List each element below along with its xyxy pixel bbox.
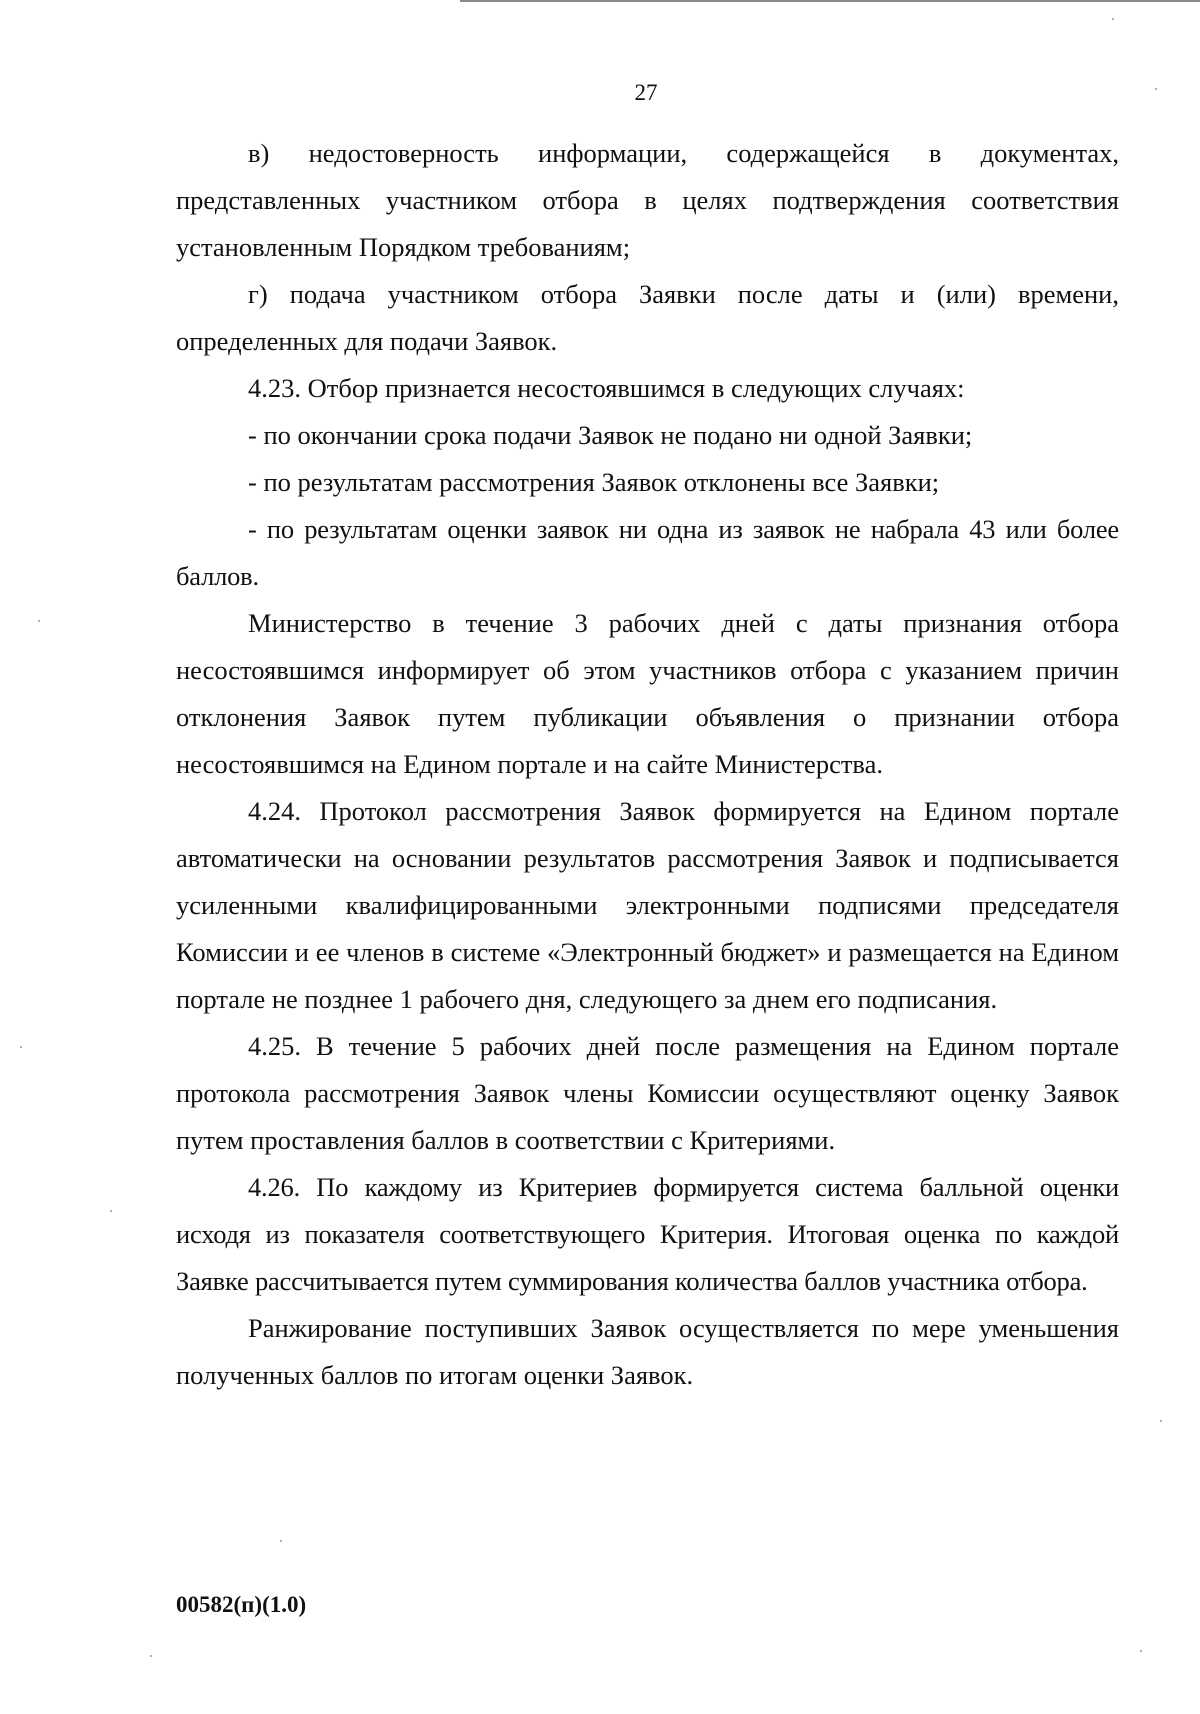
scan-speck [150,1655,152,1657]
paragraph-4-25: 4.25. В течение 5 рабочих дней после размещения на Едином портале протокола рассмотрения Заявок члены Комиссии осуществляют оценку Заявок путем проставления баллов в соответствии с Критериями. [176,1031,1119,1155]
scan-speck [280,1540,282,1542]
scan-speck [1140,1650,1142,1652]
scan-speck [1155,88,1157,90]
paragraph-4-23: 4.23. Отбор признается несостоявшимся в следующих случаях: [248,373,965,403]
scan-speck [110,1210,112,1212]
paragraph-item-g: г) подача участником отбора Заявки после даты и (или) времени, определенных для подачи Заявок. [176,279,1119,356]
paragraph-4-24: 4.24. Протокол рассмотрения Заявок формируется на Едином портале автоматически на основании результатов рассмотрения Заявок и подписывается усиленными квалифицированными электронными подписями председателя Комиссии и ее членов в системе «Электронный бюджет» и размещается на Едином портале не позднее 1 рабочего дня, следующего за днем его подписания. [176,796,1119,1014]
list-item-no-applications: - по окончании срока подачи Заявок не подано ни одной Заявки; [248,420,973,450]
scan-speck [1112,18,1114,20]
scan-speck [1160,1420,1162,1422]
document-code: 00582(п)(1.0) [176,1592,307,1617]
list-item-insufficient-score: - по результатам оценки заявок ни одна из заявок не набрала 43 или более баллов. [176,514,1119,591]
paragraph-ranking: Ранжирование поступивших Заявок осуществляется по мере уменьшения полученных баллов по итогам оценки Заявок. [176,1313,1119,1390]
scan-speck [20,1046,22,1048]
scan-speck [38,620,40,622]
paragraph-item-v: в) недостоверность информации, содержащейся в документах, представленных участником отбора в целях подтверждения соответствия установленным Порядком требованиям; [176,138,1119,262]
document-body [176,130,1119,1399]
page-number: 27 [634,80,658,105]
paragraph-4-26: 4.26. По каждому из Критериев формируется система балльной оценки исходя из показателя соответствующего Критерия. Итоговая оценка по каждой Заявке рассчитывается путем суммирования количества баллов участника отбора. [176,1172,1119,1296]
paragraph-ministry-notice: Министерство в течение 3 рабочих дней с даты признания отбора несостоявшимся информирует об этом участников отбора с указанием причин отклонения Заявок путем публикации объявления о признании отбора несостоявшимся на Едином портале и на сайте Министерства. [176,608,1119,779]
list-item-all-rejected: - по результатам рассмотрения Заявок отклонены все Заявки; [248,467,940,497]
top-edge-rule [460,0,1200,2]
